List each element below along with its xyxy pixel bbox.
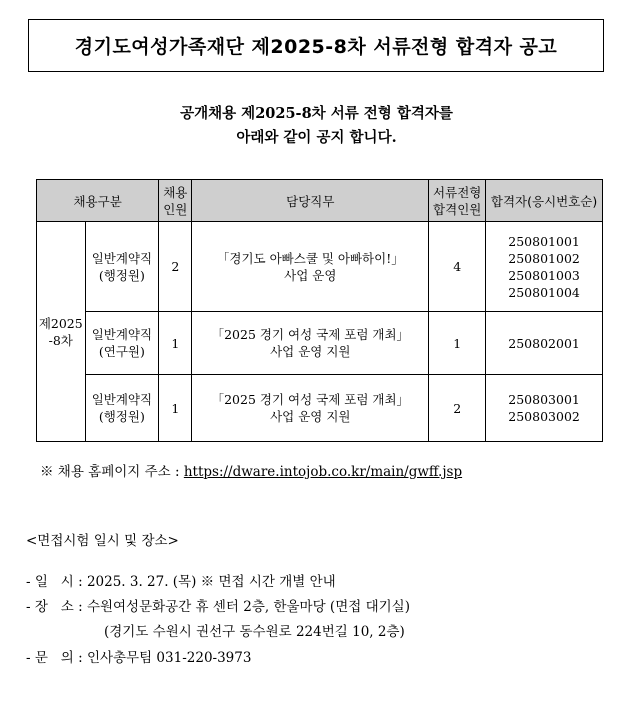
headcount: 1: [159, 312, 192, 375]
table-header-row: [37, 180, 603, 222]
page-title: 경기도여성가족재단 제2025-8차 서류전형 합격자 공고: [28, 19, 604, 72]
table-row: [37, 375, 603, 442]
headcount: 1: [159, 375, 192, 442]
results-table: [36, 179, 603, 442]
intro-line-1: 공개채용 제2025-8차 서류 전형 합격자를: [180, 105, 453, 122]
duty: 「2025 경기 여성 국제 포럼 개최」 사업 운영 지원: [192, 375, 429, 442]
homepage-label: ※ 채용 홈페이지 주소 :: [40, 464, 184, 480]
applicant-ids: 250801001 250801002 250801003 250801004: [486, 222, 603, 312]
header-passed: 서류전형 합격인원: [429, 180, 486, 222]
duty: 「2025 경기 여성 국제 포럼 개최」 사업 운영 지원: [192, 312, 429, 375]
header-category: 채용구분: [37, 180, 159, 222]
intro-line-2: 아래와 같이 공지 합니다.: [236, 129, 397, 146]
interview-contact: - 문 의 : 인사총무팀 031-220-3973: [26, 650, 252, 666]
applicant-ids: 250803001 250803002: [486, 375, 603, 442]
applicant-ids: 250802001: [486, 312, 603, 375]
table-row: [37, 312, 603, 375]
header-applicants: 합격자(응시번호순): [486, 180, 603, 222]
employment-type: 일반계약직 (행정원): [85, 222, 159, 312]
header-headcount: 채용 인원: [159, 180, 192, 222]
headcount: 2: [159, 222, 192, 312]
interview-address: (경기도 수원시 권선구 동수원로 224번길 10, 2층): [104, 624, 405, 640]
passed-count: 2: [429, 375, 486, 442]
homepage-note: [40, 460, 462, 480]
header-duty: 담당직무: [192, 180, 429, 222]
employment-type: 일반계약직 (연구원): [85, 312, 159, 375]
interview-datetime: - 일 시 : 2025. 3. 27. (목) ※ 면접 시간 개별 안내: [26, 574, 336, 590]
homepage-link[interactable]: https://dware.intojob.co.kr/main/gwff.jsp: [183, 464, 463, 480]
passed-count: 1: [429, 312, 486, 375]
table-row: [37, 222, 603, 312]
passed-count: 4: [429, 222, 486, 312]
round-cell: 제2025 -8차: [37, 222, 86, 442]
duty: 「경기도 아빠스쿨 및 아빠하이!」 사업 운영: [192, 222, 429, 312]
employment-type: 일반계약직 (행정원): [85, 375, 159, 442]
interview-heading: <면접시험 일시 및 장소>: [26, 533, 179, 549]
interview-place: - 장 소 : 수원여성문화공간 휴 센터 2층, 한울마당 (면접 대기실): [26, 599, 410, 615]
